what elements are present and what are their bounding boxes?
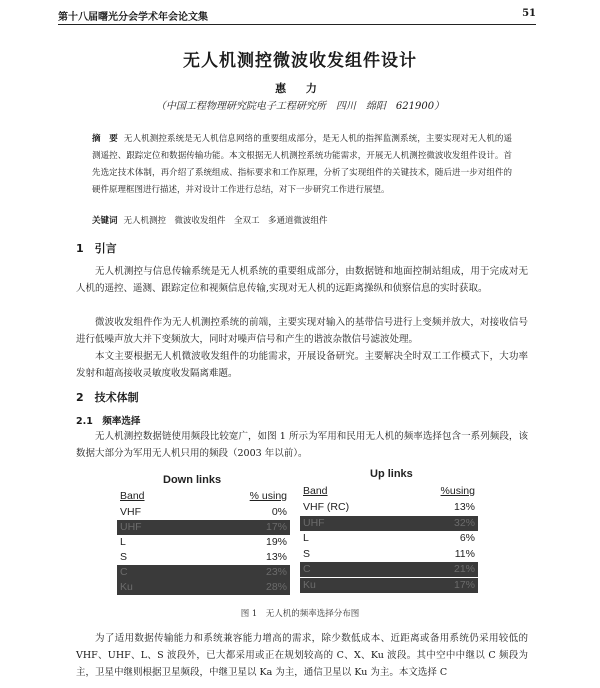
uplinks-band-cell: VHF (RC) [303, 501, 350, 513]
downlinks-row [117, 535, 290, 550]
downlinks-pct-header: % using [249, 490, 287, 502]
uplinks-pct-cell: 17% [453, 578, 475, 591]
affiliation: （中国工程物理研究院电子工程研究所 四川 绵阳 621900） [155, 101, 445, 112]
running-header [58, 8, 536, 25]
keywords [92, 214, 512, 226]
uplinks-pct-cell: 32% [453, 516, 475, 529]
uplinks-pct-cell: 13% [453, 501, 475, 513]
subsection-heading-frequency: 2.1 频率选择 [76, 416, 141, 427]
uplinks-band-cell: L [303, 532, 309, 544]
downlinks-pct-cell: 28% [265, 581, 287, 593]
downlinks-row [117, 520, 290, 535]
downlinks-pct-cell: 13% [265, 551, 287, 563]
downlinks-band-cell: S [120, 551, 128, 563]
uplinks-row [300, 516, 478, 531]
downlinks-table [117, 474, 290, 594]
downlinks-band-header: Band [120, 490, 145, 502]
uplinks-pct-cell: 21% [453, 563, 475, 575]
downlinks-band-cell: C [120, 566, 128, 578]
downlinks-band-cell: UHF [120, 521, 142, 533]
uplinks-band-cell: C [303, 563, 311, 575]
downlinks-band-cell: VHF [120, 506, 141, 518]
downlinks-band-cell: Ku [120, 581, 133, 593]
downlinks-pct-cell: 23% [265, 566, 287, 578]
downlinks-pct-cell: 17% [265, 521, 287, 533]
author: 惠 力 [275, 82, 325, 95]
uplinks-band-cell: Ku [303, 578, 316, 591]
uplinks-band-header: Band [303, 485, 328, 497]
paragraph-frequency-choice: 为了适用数据传输能力和系统兼容能力增高的需求，除少数低成本、近距离或备用系统仍采用较低的 VHF、UHF、L、S 波段外，已大都采用或正在规划较高的 C、X、Ku 波段。其中空中中继以 C 频段为主，卫星中继则根据卫星频段，中继卫星以 Ka 为主，通信卫星以 Ku 为主。本文选择 C [76, 633, 528, 678]
uplinks-pct-cell: 6% [459, 532, 475, 544]
downlinks-pct-cell: 0% [271, 506, 287, 518]
downlinks-row [117, 550, 290, 565]
keywords-text: 无人机测控 微波收发组件 全双工 多通道微波组件 [123, 216, 328, 226]
paragraph-intro-1: 无人机测控与信息传输系统是无人机系统的重要组成部分，由数据链和地面控制站组成，用于完成对无人机的遥控、遥测、跟踪定位和视频信息传输,实现对无人机的远距离操纵和侦察信息的实时获取。 [76, 266, 528, 294]
uplinks-row [300, 578, 478, 593]
paper-title: 无人机测控微波收发组件设计 [183, 51, 417, 71]
uplinks-row [300, 547, 478, 562]
uplinks-table [300, 468, 478, 594]
figure-caption: 图 1 无人机的频率选择分布图 [240, 609, 360, 619]
uplinks-pct-header: %using [440, 485, 475, 497]
uplinks-row [300, 531, 478, 546]
uplinks-pct-cell: 11% [454, 547, 475, 560]
downlinks-title: Down links [163, 474, 222, 486]
downlinks-row [117, 565, 290, 580]
downlinks-band-cell: L [120, 536, 126, 548]
downlinks-pct-cell: 19% [265, 536, 287, 548]
section-heading-intro: 1 引言 [76, 242, 117, 255]
abstract-text: 无人机测控系统是无人机信息网络的重要组成部分，是无人机的指挥监测系统，主要实现对无人机的遥测遥控、跟踪定位和数据传输功能。本文根据无人机测控系统功能需求，开展无人机测控微波收发组件设计。首先选定技术体制，再介绍了系统组成、指标要求和工作原理，分析了实现组件的关键技术，随后进一步对组件的硬件原理框图进行描述，并对设计工作进行总结，对下一步研究工作进行展望。 [92, 134, 512, 195]
uplinks-row [300, 562, 478, 577]
header-proceedings-title: 第十八届曙光分会学术年会论文集 [58, 12, 208, 23]
abstract-label: 摘 要 [92, 134, 118, 144]
paragraph-frequency: 无人机测控数据链使用频段比较宽广，如图 1 所示为军用和民用无人机的频率选择包含一系列频段，该数据大部分为军用无人机只用的频段（2003 年以前）。 [76, 431, 528, 459]
paragraph-intro-2: 微波收发组件作为无人机测控系统的前端，主要实现对输入的基带信号进行上变频并放大，对接收信号进行低噪声放大并下变频放大，同时对噪声信号和产生的谐波杂散信号滤波处理。 [76, 317, 528, 345]
keywords-label: 关键词 [92, 216, 118, 226]
paragraph-intro-3: 本文主要根据无人机微波收发组件的功能需求，开展设备研究。主要解决全时双工工作模式下，大功率发射和超高接收灵敏度收发隔离难题。 [76, 351, 528, 379]
uplinks-title: Up links [370, 468, 413, 480]
uplinks-band-cell: UHF [303, 516, 325, 529]
uplinks-row [300, 500, 478, 515]
header-page-number: 51 [522, 8, 536, 19]
downlinks-row [117, 505, 290, 520]
abstract [92, 131, 512, 199]
section-heading-tech: 2 技术体制 [76, 391, 139, 404]
downlinks-row [117, 580, 290, 595]
uplinks-band-cell: S [303, 547, 311, 560]
